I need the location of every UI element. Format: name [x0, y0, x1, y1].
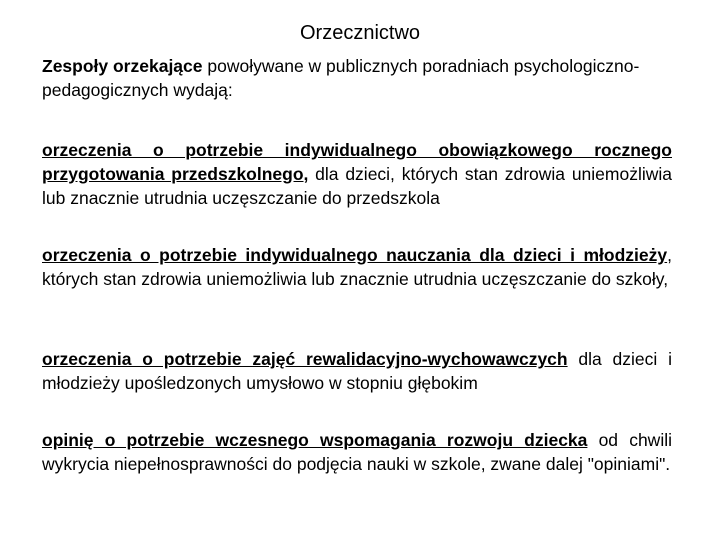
intro-paragraph [42, 54, 682, 102]
list-item-text: , których stan zdrowia uniemożliwia lub znacznie utrudnia uczęszczanie do szkoły, [42, 245, 672, 289]
intro-text: powoływane w publicznych poradniach psychologiczno-pedagogicznych wydają: [42, 56, 640, 100]
list-item [42, 428, 672, 476]
intro-bold-text: Zespoły orzekające [42, 56, 203, 76]
list-item-heading: opinię o potrzebie wczesnego wspomagania rozwoju dziecka [42, 430, 588, 450]
list-item-heading: orzeczenia o potrzebie indywidualnego obowiązkowego rocznego przygotowania przedszkolnego, [42, 140, 672, 184]
list-item-heading: orzeczenia o potrzebie zajęć rewalidacyjno-wychowawczych [42, 349, 568, 369]
list-item [42, 243, 672, 291]
list-item-text: dla dzieci i młodzieży upośledzonych umysłowo w stopniu głębokim [42, 349, 672, 393]
list-item [42, 138, 672, 210]
page-title: Orzecznictwo [299, 22, 421, 44]
list-item-heading: orzeczenia o potrzebie indywidualnego nauczania dla dzieci i młodzieży [42, 245, 668, 265]
list-item-text: od chwili wykrycia niepełnosprawności do podjęcia nauki w szkole, zwane dalej "opiniami". [42, 430, 672, 474]
list-item-text: dla dzieci, których stan zdrowia uniemożliwia lub znacznie utrudnia uczęszczanie do przedszkola [42, 164, 673, 208]
list-item [42, 347, 672, 395]
